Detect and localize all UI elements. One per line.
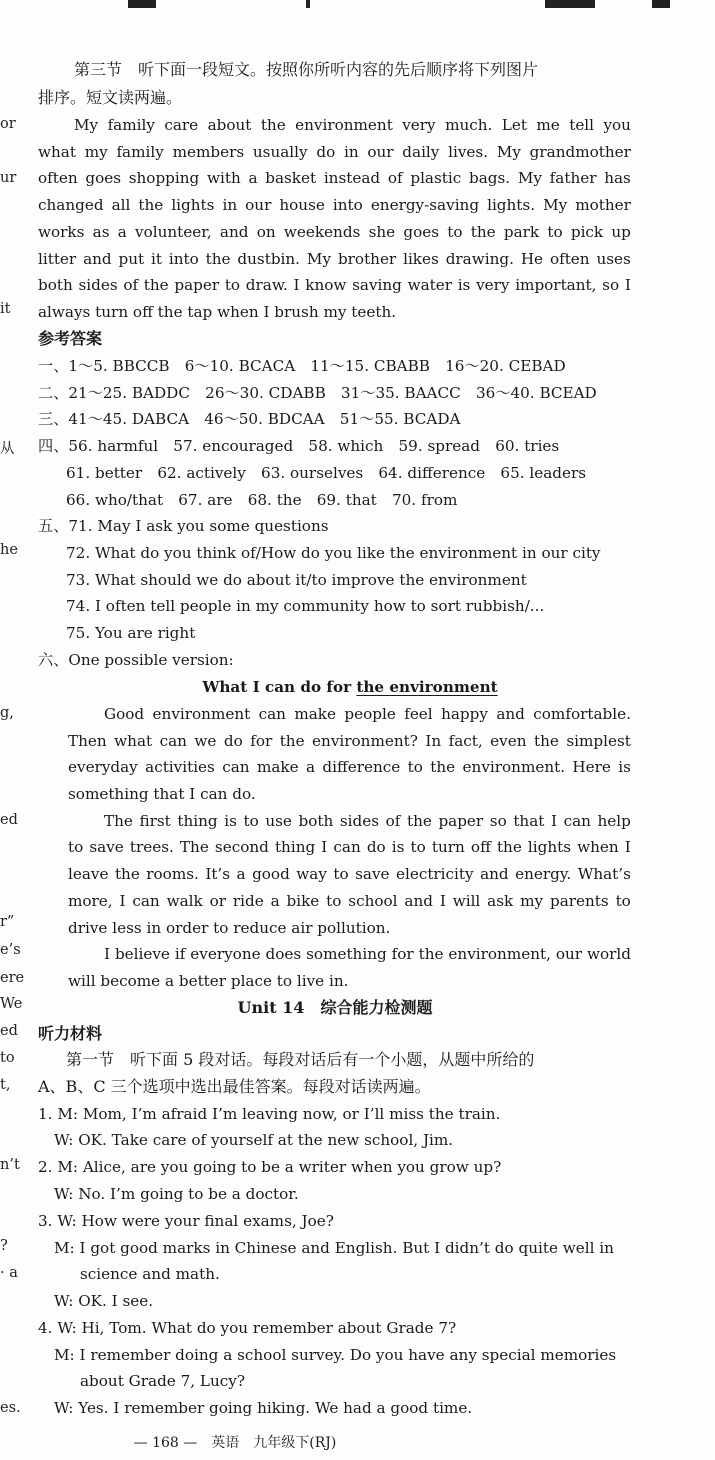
edge-fragment: ur (0, 170, 17, 186)
essay-line: leave the rooms. It’s a good way to save electricity and energy. What’s (68, 865, 631, 883)
edge-fragment: es. (0, 1400, 21, 1416)
edge-fragment: ? (0, 1238, 8, 1254)
answer-row: 66. who/that 67. are 68. the 69. that 70. from (66, 491, 458, 509)
edge-fragment: · a (0, 1265, 18, 1281)
answer-row: 72. What do you think of/How do you like the environment in our city (66, 544, 601, 562)
answer-row: 五、71. May I ask you some questions (38, 517, 329, 535)
section1-heading-cont: A、B、C 三个选项中选出最佳答案。每段对话读两遍。 (38, 1077, 431, 1096)
dialogue-line: W: OK. I see. (54, 1292, 154, 1310)
edge-fragment: ed (0, 812, 18, 828)
passage-line: changed all the lights in our house into energy-saving lights. My mother (38, 196, 631, 214)
answer-row: 三、41～45. DABCA 46～50. BDCAA 51～55. BCADA (38, 410, 461, 428)
dialogue-line: 4. W: Hi, Tom. What do you remember about Grade 7? (38, 1319, 457, 1337)
dialogue-line: 1. M: Mom, I’m afraid I’m leaving now, or I’ll miss the train. (38, 1105, 501, 1123)
dialogue-line: M: I got good marks in Chinese and English. But I didn’t do quite well in (54, 1239, 614, 1257)
top-cropped-glyph (128, 0, 156, 8)
edge-fragment: g, (0, 705, 14, 721)
dialogue-line: science and math. (80, 1265, 220, 1283)
essay-line: I believe if everyone does something for the environment, our world (104, 945, 631, 963)
edge-fragment: ere (0, 970, 25, 986)
edge-fragment: n’t (0, 1157, 20, 1173)
passage-line: always turn off the tap when I brush my teeth. (38, 303, 397, 321)
top-cropped-glyph (652, 0, 670, 8)
passage-line: often goes shopping with a basket instead of plastic bags. My father has (38, 169, 631, 187)
edge-fragment: t, (0, 1077, 11, 1093)
unit-title: Unit 14 综合能力检测题 (237, 998, 433, 1017)
dialogue-line: 2. M: Alice, are you going to be a writer when you grow up? (38, 1158, 502, 1176)
dialogue-line: W: No. I’m going to be a doctor. (54, 1185, 299, 1203)
essay-title (0, 677, 700, 697)
answer-row: 61. better 62. actively 63. ourselves 64. difference 65. leaders (66, 464, 587, 482)
listening-heading: 听力材料 (38, 1024, 103, 1043)
passage-line: works as a volunteer, and on weekends she goes to the park to pick up (38, 223, 631, 241)
dialogue-line: M: I remember doing a school survey. Do you have any special memories (54, 1346, 617, 1364)
section3-heading: 第三节 听下面一段短文。按照你所听内容的先后顺序将下列图片 (74, 60, 539, 79)
edge-fragment: ed (0, 1023, 18, 1039)
dialogue-line: 3. W: How were your final exams, Joe? (38, 1212, 334, 1230)
dialogue-line: W: OK. Take care of yourself at the new school, Jim. (54, 1131, 454, 1149)
top-cropped-glyph (306, 0, 310, 8)
edge-fragment: it (0, 301, 11, 317)
passage-line: what my family members usually do in our daily lives. My grandmother (38, 143, 631, 161)
edge-fragment: to (0, 1050, 15, 1066)
dialogue-line: about Grade 7, Lucy? (80, 1372, 246, 1390)
section1-heading: 第一节 听下面 5 段对话。每段对话后有一个小题，从题中所给的 (66, 1050, 535, 1069)
answer-row: 四、56. harmful 57. encouraged 58. which 59. spread 60. tries (38, 437, 560, 455)
essay-line: Good environment can make people feel happy and comfortable. (104, 705, 631, 723)
edge-fragment: e’s (0, 942, 21, 958)
page-footer: — 168 — 英语 九年级下(RJ) (133, 1435, 337, 1451)
answers-heading: 参考答案 (38, 329, 103, 348)
section3-heading-cont: 排序。短文读两遍。 (38, 88, 183, 107)
passage-line: litter and put it into the dustbin. My brother likes drawing. He often uses (38, 250, 631, 268)
essay-line: The first thing is to use both sides of the paper so that I can help (104, 812, 631, 830)
essay-line: everyday activities can make a difference to the environment. Here is (68, 758, 631, 776)
answer-row: 二、21～25. BADDC 26～30. CDABB 31～35. BAACC 36～40. BCEAD (38, 384, 597, 402)
top-cropped-glyph (545, 0, 595, 8)
essay-title-text: What I can do for (202, 678, 357, 696)
answer-row: 74. I often tell people in my community how to sort rubbish/... (66, 597, 545, 615)
essay-line: more, I can walk or ride a bike to school and I will ask my parents to (68, 892, 631, 910)
edge-fragment: or (0, 116, 16, 132)
essay-line: Then what can we do for the environment? In fact, even the simplest (68, 732, 631, 750)
essay-line: something that I can do. (68, 785, 256, 803)
passage-line: My family care about the environment very much. Let me tell you (74, 116, 631, 134)
edge-fragment: 从 (0, 441, 15, 457)
answer-row: 六、One possible version: (38, 651, 234, 669)
edge-fragment: r” (0, 914, 15, 930)
answer-row: 75. You are right (66, 624, 196, 642)
edge-fragment: We (0, 996, 23, 1012)
essay-line: to save trees. The second thing I can do is to turn off the lights when I (68, 838, 631, 856)
passage-line: both sides of the paper to draw. I know saving water is very important, so I (38, 276, 631, 294)
essay-title-underlined: the environment (356, 678, 498, 696)
answer-row: 一、1～5. BBCCB 6～10. BCACA 11～15. CBABB 16～20. CEBAD (38, 357, 566, 375)
dialogue-line: W: Yes. I remember going hiking. We had a good time. (54, 1399, 473, 1417)
essay-line: will become a better place to live in. (68, 972, 349, 990)
answer-row: 73. What should we do about it/to improve the environment (66, 571, 527, 589)
essay-line: drive less in order to reduce air pollution. (68, 919, 391, 937)
edge-fragment: he (0, 542, 18, 558)
